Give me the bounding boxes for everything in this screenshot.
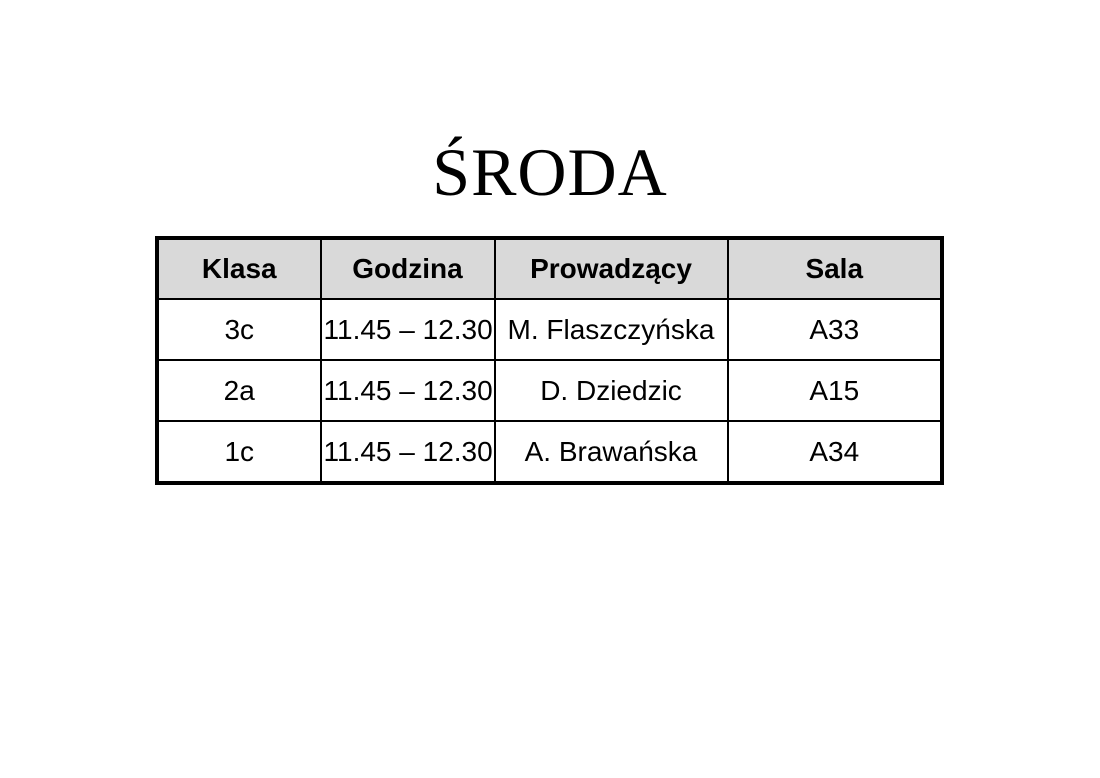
column-header-sala: Sala — [728, 239, 942, 300]
table-header-row — [158, 239, 942, 300]
cell-godzina: 11.45 – 12.30 — [321, 360, 495, 421]
table-row — [158, 299, 942, 360]
cell-godzina: 11.45 – 12.30 — [321, 421, 495, 483]
cell-sala: A34 — [728, 421, 942, 483]
column-header-klasa: Klasa — [158, 239, 321, 300]
cell-klasa: 1c — [158, 421, 321, 483]
column-header-godzina: Godzina — [321, 239, 495, 300]
cell-klasa: 2a — [158, 360, 321, 421]
cell-godzina: 11.45 – 12.30 — [321, 299, 495, 360]
table-row — [158, 421, 942, 483]
cell-prowadzacy: D. Dziedzic — [495, 360, 728, 421]
column-header-prowadzacy: Prowadzący — [495, 239, 728, 300]
cell-prowadzacy: A. Brawańska — [495, 421, 728, 483]
page-title: ŚRODA — [432, 134, 668, 210]
schedule-table — [156, 237, 943, 484]
cell-sala: A15 — [728, 360, 942, 421]
cell-klasa: 3c — [158, 299, 321, 360]
cell-sala: A33 — [728, 299, 942, 360]
cell-prowadzacy: M. Flaszczyńska — [495, 299, 728, 360]
table-row — [158, 360, 942, 421]
